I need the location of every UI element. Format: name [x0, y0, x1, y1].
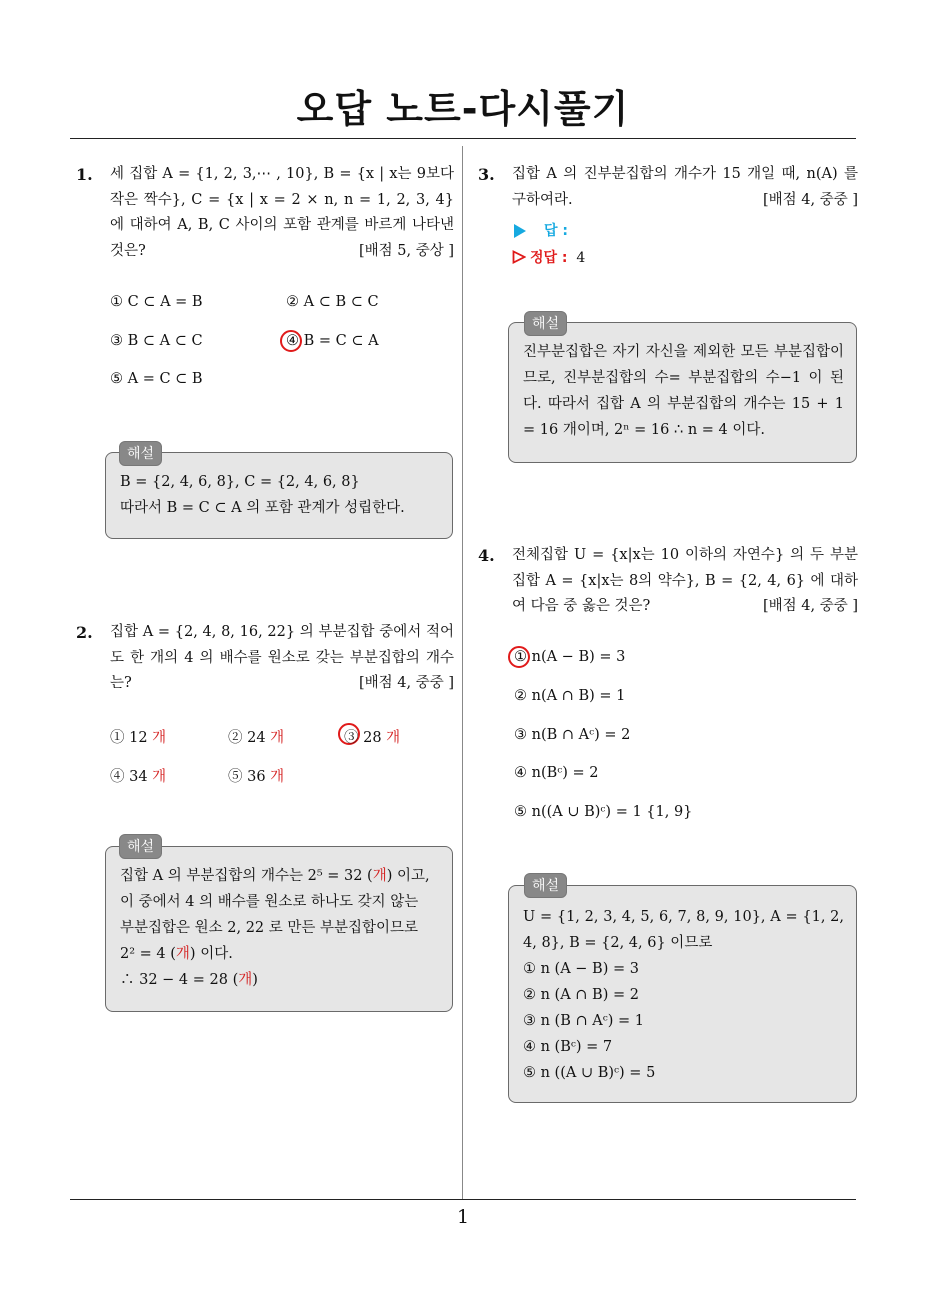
choice-3[interactable]: ③ n(B ∩ Aᶜ) = 2	[514, 727, 631, 743]
choice-4[interactable]: ④ B = C ⊂ A	[286, 333, 379, 349]
correct-value: 4	[576, 250, 586, 266]
choice-value: 36	[247, 769, 266, 785]
explanation-box	[105, 846, 453, 1012]
column-divider	[462, 146, 463, 1200]
answer-row	[514, 220, 568, 240]
unit-label: 개	[175, 946, 190, 962]
question-meta: [배점 4, 중중 ]	[762, 191, 858, 208]
explanation-line: ② n (A ∩ B) = 2	[523, 987, 639, 1003]
unit-label: 개	[270, 769, 285, 785]
choice-1[interactable]: ① n(A − B) = 3	[514, 649, 626, 665]
question-meta: [배점 4, 중중 ]	[762, 598, 858, 614]
choice-mark: ⑤	[228, 769, 243, 785]
question-meta: [배점 5, 중상 ]	[358, 242, 454, 259]
choice-5[interactable]: ⑤ A = C ⊂ B	[110, 371, 203, 387]
choice-5[interactable]: ⑤ n((A ∪ B)ᶜ) = 1 {1, 9}	[514, 804, 693, 820]
unit-label: 개	[152, 769, 167, 785]
footer-rule	[70, 1199, 856, 1200]
choice-4[interactable]: ④ n(Bᶜ) = 2	[514, 765, 599, 781]
explanation-line: U = {1, 2, 3, 4, 5, 6, 7, 8, 9, 10}, A = {1, 2, 4, 8}, B = {2, 4, 6} 이므로	[523, 909, 844, 951]
explanation-line: 이 중에서 4 의 배수를 원소로 하나도 갖지 않는	[120, 894, 419, 910]
page-number: 1	[456, 1206, 470, 1228]
explanation-line: ∴ 32 − 4 = 28 (개)	[120, 972, 258, 988]
choice-2[interactable]: ② n(A ∩ B) = 1	[514, 688, 626, 704]
choice-value: 12	[129, 730, 148, 746]
explanation-box	[508, 885, 857, 1103]
choice-mark: ④	[110, 769, 125, 785]
explanation-text: 진부분집합은 자기 자신을 제외한 모든 부분집합이므로, 진부분집합의 수= 부분집합의 수−1 이 된다. 따라서 집합 A 의 부분집합의 개수는 15 + 1 = 16 개이며, 2ⁿ = 16 ∴ n = 4 이다.	[523, 344, 844, 438]
question-number: 1.	[76, 165, 93, 184]
choice-3[interactable]: ③ B ⊂ A ⊂ C	[110, 333, 203, 349]
outline-arrow-icon	[512, 250, 526, 264]
explanation-line: 따라서 B = C ⊂ A 의 포함 관계가 성립한다.	[120, 500, 405, 516]
explanation-line: ④ n (Bᶜ) = 7	[523, 1039, 613, 1055]
question-text: 집합 A = {2, 4, 8, 16, 22} 의 부분집합 중에서 적어도 한 개의 4 의 배수를 원소로 갖는 부분집합의 개수는?	[110, 624, 454, 691]
choice-mark: ③	[344, 730, 359, 746]
choice-mark: ②	[228, 730, 243, 746]
explanation-line: ① n (A − B) = 3	[523, 961, 639, 977]
choice-mark: ①	[110, 730, 125, 746]
question-3	[478, 162, 858, 213]
explanation-label: 해설	[524, 873, 567, 898]
choice-value: 28	[363, 730, 382, 746]
question-number: 2.	[76, 623, 93, 642]
choice-value: 34	[129, 769, 148, 785]
unit-label: 개	[270, 730, 285, 746]
question-2	[76, 620, 454, 697]
unit-label: 개	[238, 972, 253, 988]
correct-label: 정답 :	[530, 250, 568, 266]
explanation-line: ③ n (B ∩ Aᶜ) = 1	[523, 1013, 644, 1029]
choice-value: 24	[247, 730, 266, 746]
explanation-line: 집합 A 의 부분집합의 개수는 2⁵ = 32 (개) 이고,	[120, 868, 430, 884]
question-number: 4.	[478, 546, 495, 565]
question-text: 전체집합 U = {x|x는 10 이하의 자연수} 의 두 부분집합 A = {x|x는 8의 약수}, B = {2, 4, 6} 에 대하여 다음 중 옳은 것은?	[512, 547, 858, 614]
explanation-box	[508, 322, 857, 463]
choice-2[interactable]: ② A ⊂ B ⊂ C	[286, 294, 379, 310]
choice-2[interactable]	[228, 726, 284, 747]
question-4	[478, 543, 858, 620]
explanation-line: ⑤ n ((A ∪ B)ᶜ) = 5	[523, 1065, 656, 1081]
question-text: 집합 A 의 진부분집합의 개수가 15 개일 때, n(A) 를 구하여라.	[512, 166, 858, 208]
choice-5[interactable]	[228, 765, 284, 786]
unit-label: 개	[386, 730, 401, 746]
choice-1[interactable]: ① C ⊂ A = B	[110, 294, 203, 310]
question-text: 세 집합 A = {1, 2, 3,⋯ , 10}, B = {x | x는 9보다 작은 짝수}, C = {x | x = 2 × n, n = 1, 2, 3, 4} 에 대하여 A, B, C 사이의 포함 관계를 바르게 나타낸 것은?	[110, 166, 454, 259]
unit-label: 개	[152, 730, 167, 746]
correct-answer-row	[512, 247, 585, 267]
choice-1[interactable]	[110, 726, 166, 747]
explanation-label: 해설	[119, 441, 162, 466]
question-number: 3.	[478, 165, 495, 184]
choice-4[interactable]	[110, 765, 166, 786]
unit-label: 개	[372, 868, 387, 884]
play-arrow-icon	[514, 224, 526, 238]
choice-3[interactable]	[344, 726, 400, 747]
explanation-line: 2² = 4 (개) 이다.	[120, 946, 233, 962]
explanation-label: 해설	[524, 311, 567, 336]
explanation-label: 해설	[119, 834, 162, 859]
question-meta: [배점 4, 중중 ]	[358, 675, 454, 691]
explanation-line: 부분집합은 원소 2, 22 로 만든 부분집합이므로	[120, 920, 419, 936]
question-1	[76, 162, 454, 264]
title-rule	[70, 138, 856, 139]
explanation-line: B = {2, 4, 6, 8}, C = {2, 4, 6, 8}	[120, 474, 360, 490]
page-title: 오답 노트-다시풀기	[296, 87, 630, 131]
answer-label: 답 :	[544, 223, 568, 239]
